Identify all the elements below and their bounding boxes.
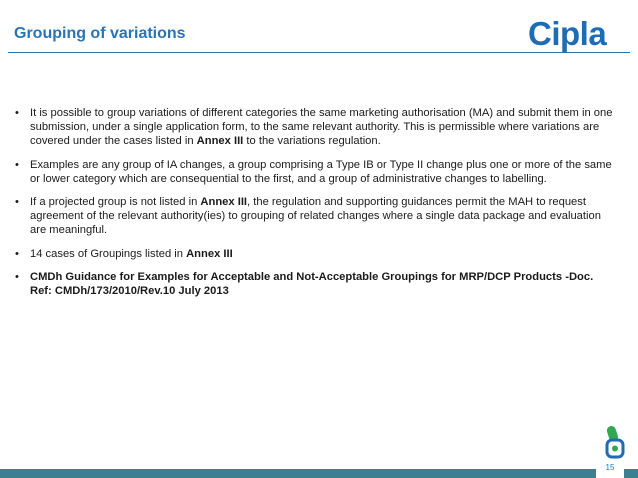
header-divider (8, 52, 630, 53)
cipla-logo: Cipla (528, 15, 607, 52)
page-number: 15 (596, 459, 624, 478)
bullet-dot: • (15, 196, 19, 209)
bullet-list (12, 106, 618, 307)
bullet-item-14-cases: • 14 cases of Groupings listed in Annex III (15, 247, 233, 260)
slide-title: Grouping of variations (14, 25, 186, 42)
capsule-icon (601, 424, 629, 460)
bold-text: Annex III (196, 135, 244, 148)
bold-text: Annex III (186, 247, 233, 260)
bullet-dot: • (15, 158, 19, 171)
bullet-item-grouping-permitted: • It is possible to group variations of different categories the same marketing authorisation (MA) and submit them in one submission, under a single application form, to the same relevant authority. This is permissible where variations are covered under the cases listed in Annex III to the variations regulation. (15, 107, 613, 148)
footer-bar (0, 469, 638, 478)
bullet-item-examples: • Examples are any group of IA changes, a group comprising a Type IB or Type II change plus one or more of the same or lower category which are consequential to the first, and a group of administrative changes to labelling. (15, 158, 612, 185)
bullet-dot: • (15, 107, 19, 119)
bullet-item-projected-group: • If a projected group is not listed in Annex III, the regulation and supporting guidances permit the MAH to request agreement of the relevant authority(ies) to grouping of related changes where a single data package and evaluation are meaningful. (15, 196, 601, 237)
bullet-dot: • (15, 270, 19, 283)
bold-text: CMDh Guidance for Examples for Acceptable and Not-Acceptable Groupings for MRP/DCP Products -Doc. Ref: CMDh/173/2010/Rev.10 July 2013 (30, 270, 594, 298)
bullet-item-cmdh-guidance (12, 270, 618, 298)
bullet-dot: • (15, 247, 19, 260)
bold-text: Annex III (200, 196, 248, 209)
